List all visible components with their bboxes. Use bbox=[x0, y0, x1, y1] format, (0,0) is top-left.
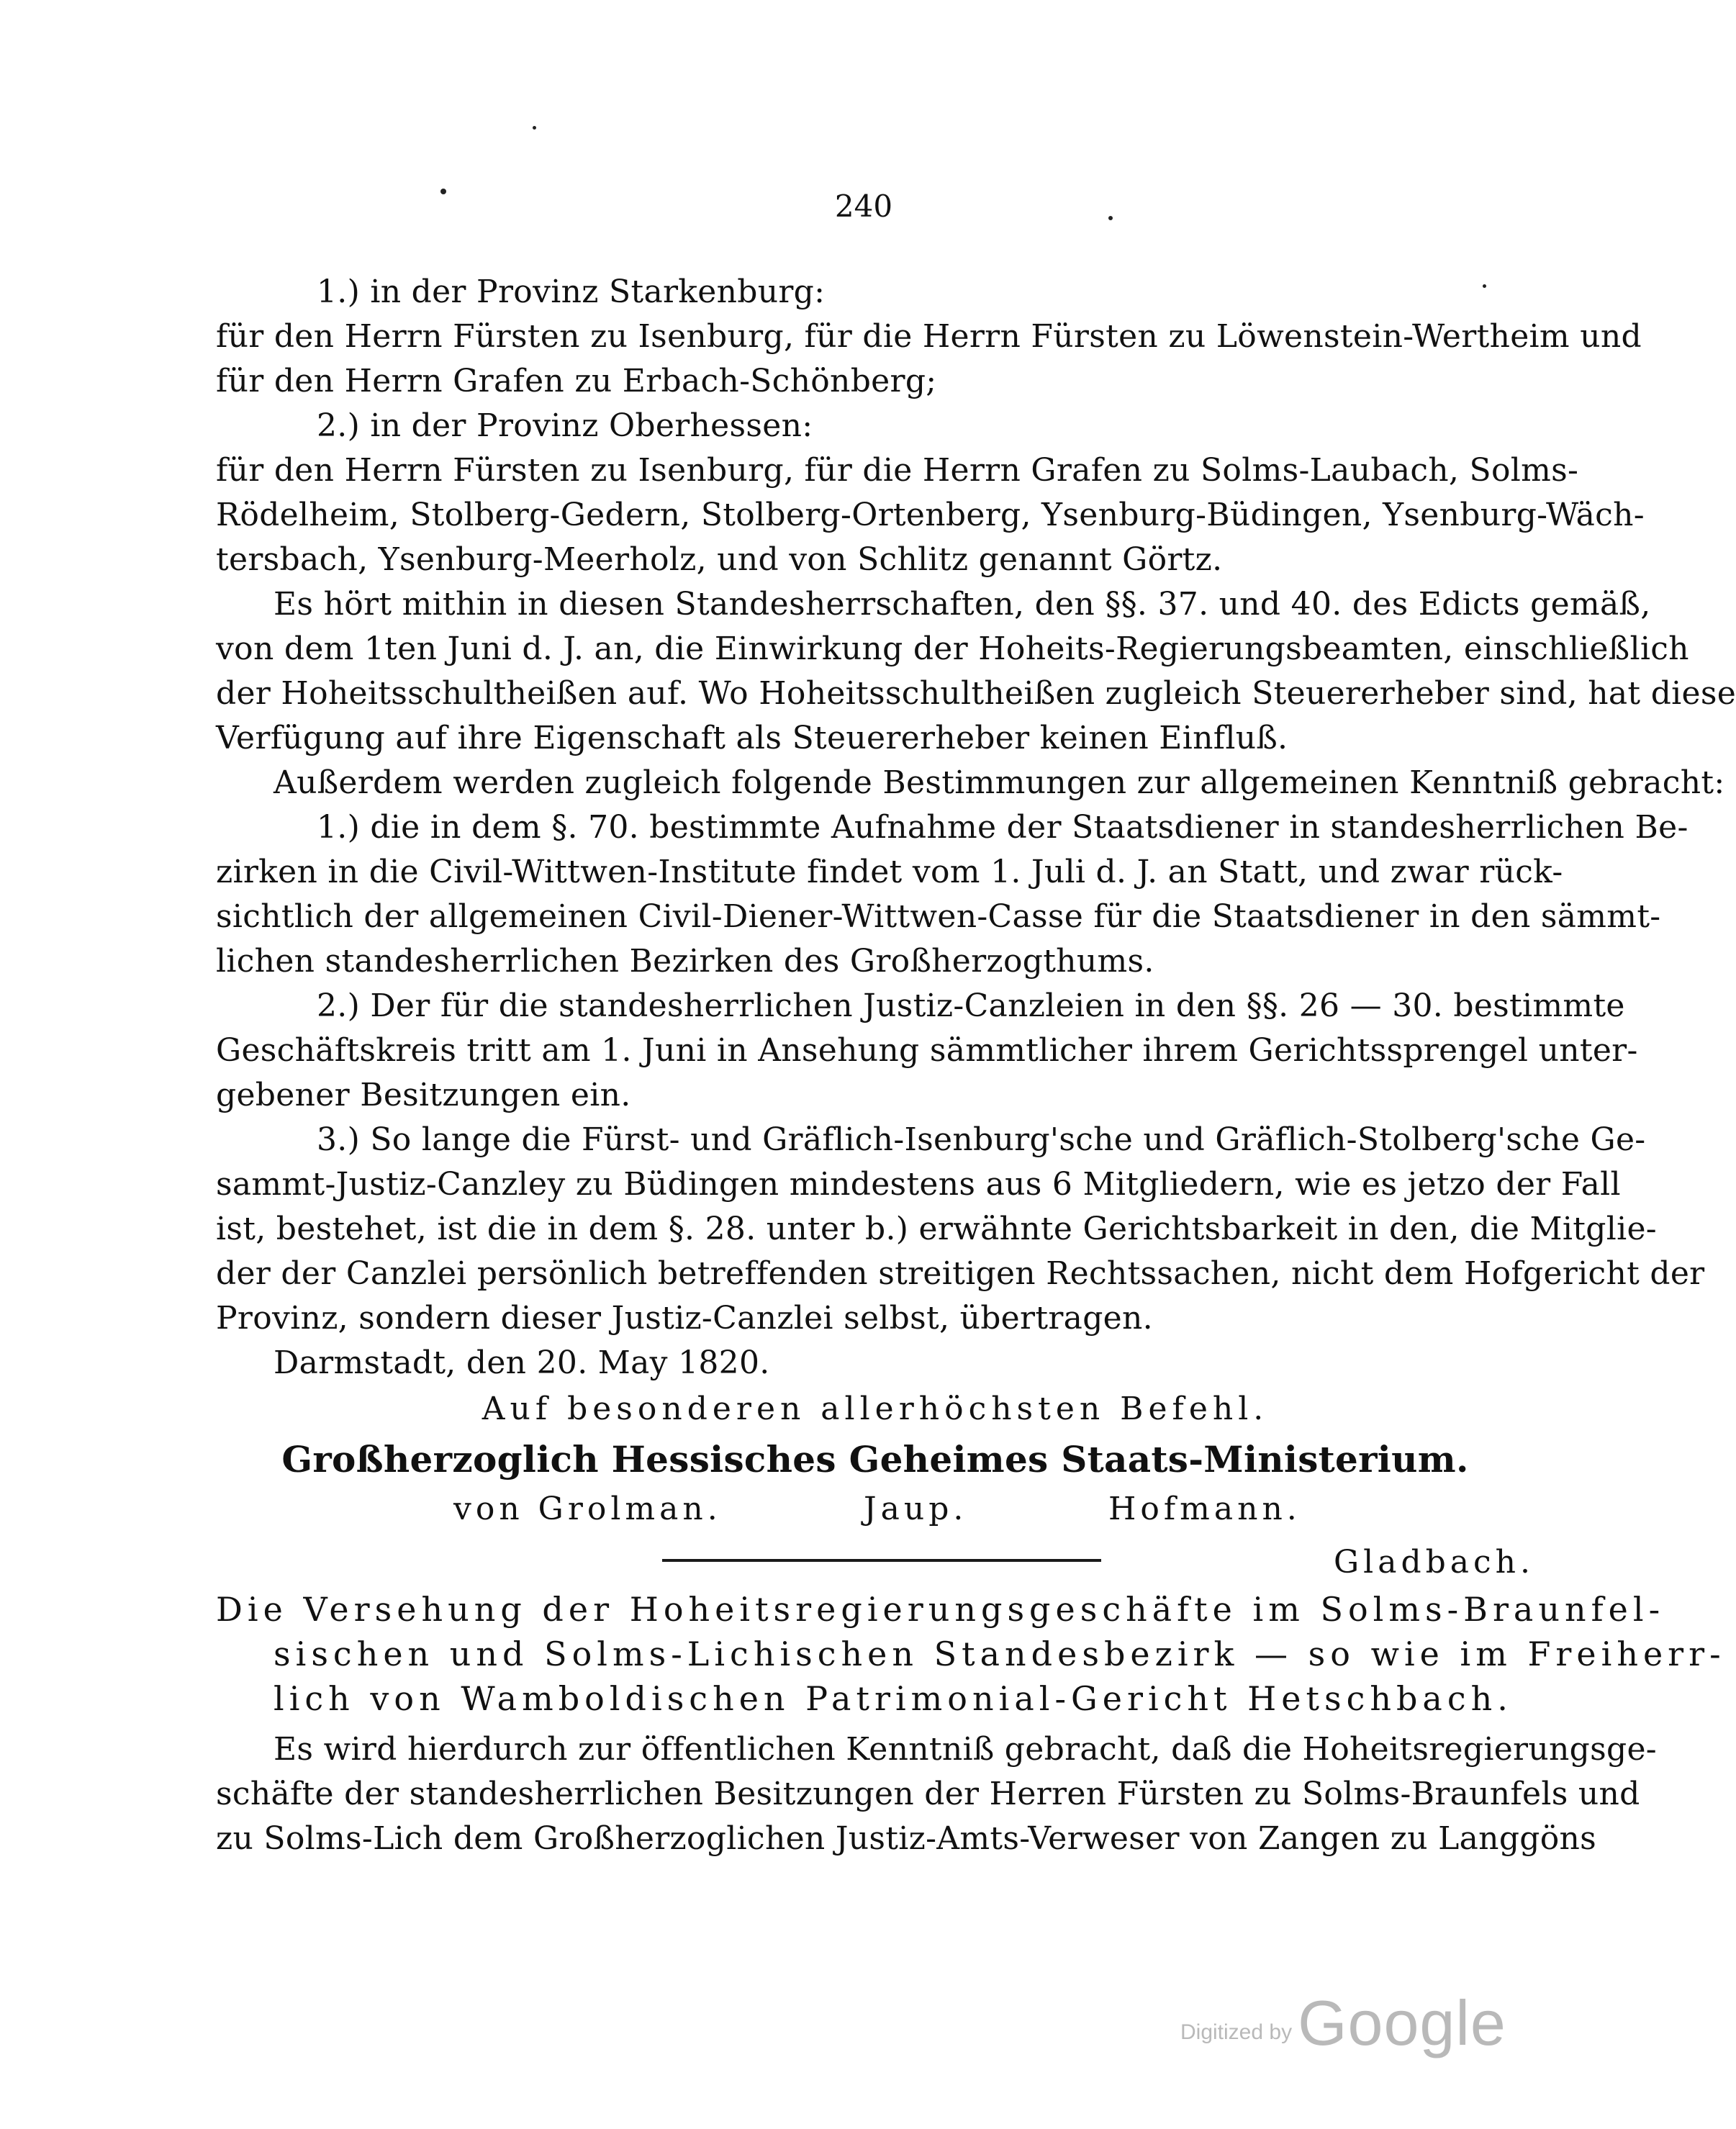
text-line: für den Herrn Fürsten zu Isenburg, für die Herrn Grafen zu Solms-Laubach, Solms- bbox=[216, 452, 1579, 489]
text-line: schäfte der standesherrlichen Besitzungen der Herren Fürsten zu Solms-Braunfels und bbox=[216, 1776, 1640, 1812]
clerk-row bbox=[216, 1532, 1534, 1583]
text-line: Rödelheim, Stolberg-Gedern, Stolberg-Ortenberg, Ysenburg-Büdingen, Ysenburg-Wäch- bbox=[216, 497, 1645, 533]
section-divider bbox=[662, 1559, 1101, 1562]
scan-speck bbox=[533, 126, 536, 130]
text-line: Verfügung auf ihre Eigenschaft als Steuererheber keinen Einfluß. bbox=[216, 720, 1288, 756]
text-line: gebener Besitzungen ein. bbox=[216, 1077, 631, 1113]
text-line: lichen standesherrlichen Bezirken des Großherzogthums. bbox=[216, 943, 1154, 980]
ministry-line: Großherzoglich Hessisches Geheimes Staats-Ministerium. bbox=[281, 1438, 1469, 1481]
digitized-watermark bbox=[1180, 1986, 1506, 2060]
heading-line: lich von Wamboldischen Patrimonial-Gericht Hetschbach. bbox=[273, 1679, 1513, 1718]
text-line: Es wird hierdurch zur öffentlichen Kenntniß gebracht, daß die Hoheitsregierungsge- bbox=[273, 1731, 1657, 1768]
subheading-starkenburg: 1.) in der Provinz Starkenburg: bbox=[317, 274, 826, 310]
page-number: 240 bbox=[834, 189, 893, 224]
text-line: von dem 1ten Juni d. J. an, die Einwirkung der Hoheits-Regierungsbeamten, einschließlich bbox=[216, 630, 1689, 667]
text-line: sammt-Justiz-Canzley zu Büdingen mindestens aus 6 Mitgliedern, wie es jetzo der Fall bbox=[216, 1166, 1621, 1203]
subheading-oberhessen: 2.) in der Provinz Oberhessen: bbox=[317, 407, 813, 444]
signatory-name: Hofmann. bbox=[1108, 1491, 1301, 1527]
place-date: Darmstadt, den 20. May 1820. bbox=[273, 1344, 770, 1381]
text-line: Außerdem werden zugleich folgende Bestimmungen zur allgemeinen Kenntniß gebracht: bbox=[273, 764, 1725, 801]
text-line: Es hört mithin in diesen Standesherrschaften, den §§. 37. und 40. des Edicts gemäß, bbox=[273, 586, 1651, 623]
heading-line: sischen und Solms-Lichischen Standesbezirk — so wie im Freiherr- bbox=[273, 1635, 1726, 1673]
scan-speck bbox=[440, 189, 446, 194]
heading-line: Die Versehung der Hoheitsregierungsgeschäfte im Solms-Braunfel- bbox=[216, 1590, 1665, 1629]
text-line: Provinz, sondern dieser Justiz-Canzlei selbst, übertragen. bbox=[216, 1300, 1153, 1337]
text-line: 2.) Der für die standesherrlichen Justiz-Canzleien in den §§. 26 — 30. bestimmte bbox=[317, 987, 1625, 1024]
text-line: der Hoheitsschultheißen auf. Wo Hoheitsschultheißen zugleich Steuererheber sind, hat diese bbox=[216, 675, 1736, 712]
signatories bbox=[216, 1486, 1534, 1532]
watermark-prefix: Digitized by bbox=[1180, 2020, 1293, 2044]
text-line: Geschäftskreis tritt am 1. Juni in Ansehung sämmtlicher ihrem Gerichtssprengel unter- bbox=[216, 1032, 1638, 1069]
text-line: zirken in die Civil-Wittwen-Institute findet vom 1. Juli d. J. an Statt, und zwar rück- bbox=[216, 854, 1563, 890]
section-2-body bbox=[216, 1727, 1657, 1861]
text-line: für den Herrn Fürsten zu Isenburg, für die Herrn Fürsten zu Löwenstein-Wertheim und bbox=[216, 318, 1642, 355]
signatory-name: von Grolman. bbox=[453, 1491, 722, 1527]
google-logo: Google bbox=[1298, 1987, 1506, 2058]
signature-block bbox=[216, 1386, 1534, 1583]
text-line: 3.) So lange die Fürst- und Gräflich-Isenburg'sche und Gräflich-Stolberg'sche Ge- bbox=[317, 1121, 1646, 1158]
text-line: für den Herrn Grafen zu Erbach-Schönberg; bbox=[216, 363, 937, 399]
scan-speck bbox=[1108, 216, 1113, 220]
text-line: zu Solms-Lich dem Großherzoglichen Justiz-Amts-Verweser von Zangen zu Langgöns bbox=[216, 1820, 1597, 1857]
signatory-name: Jaup. bbox=[864, 1491, 968, 1527]
order-line: Auf besonderen allerhöchsten Befehl. bbox=[482, 1391, 1269, 1427]
section-2-heading bbox=[216, 1587, 1726, 1721]
text-line: 1.) die in dem §. 70. bestimmte Aufnahme der Staatsdiener in standesherrlichen Be- bbox=[317, 809, 1688, 846]
section-1 bbox=[216, 270, 1736, 1386]
scan-speck bbox=[1483, 284, 1486, 288]
text-line: tersbach, Ysenburg-Meerholz, und von Schlitz genannt Görtz. bbox=[216, 541, 1223, 578]
text-line: sichtlich der allgemeinen Civil-Diener-Wittwen-Casse für die Staatsdiener in den sämmt- bbox=[216, 898, 1661, 935]
clerk-name: Gladbach. bbox=[1334, 1544, 1534, 1581]
text-line: der der Canzlei persönlich betreffenden streitigen Rechtssachen, nicht dem Hofgericht der bbox=[216, 1255, 1705, 1292]
text-line: ist, bestehet, ist die in dem §. 28. unter b.) erwähnte Gerichtsbarkeit in den, die Mitglie- bbox=[216, 1211, 1657, 1247]
